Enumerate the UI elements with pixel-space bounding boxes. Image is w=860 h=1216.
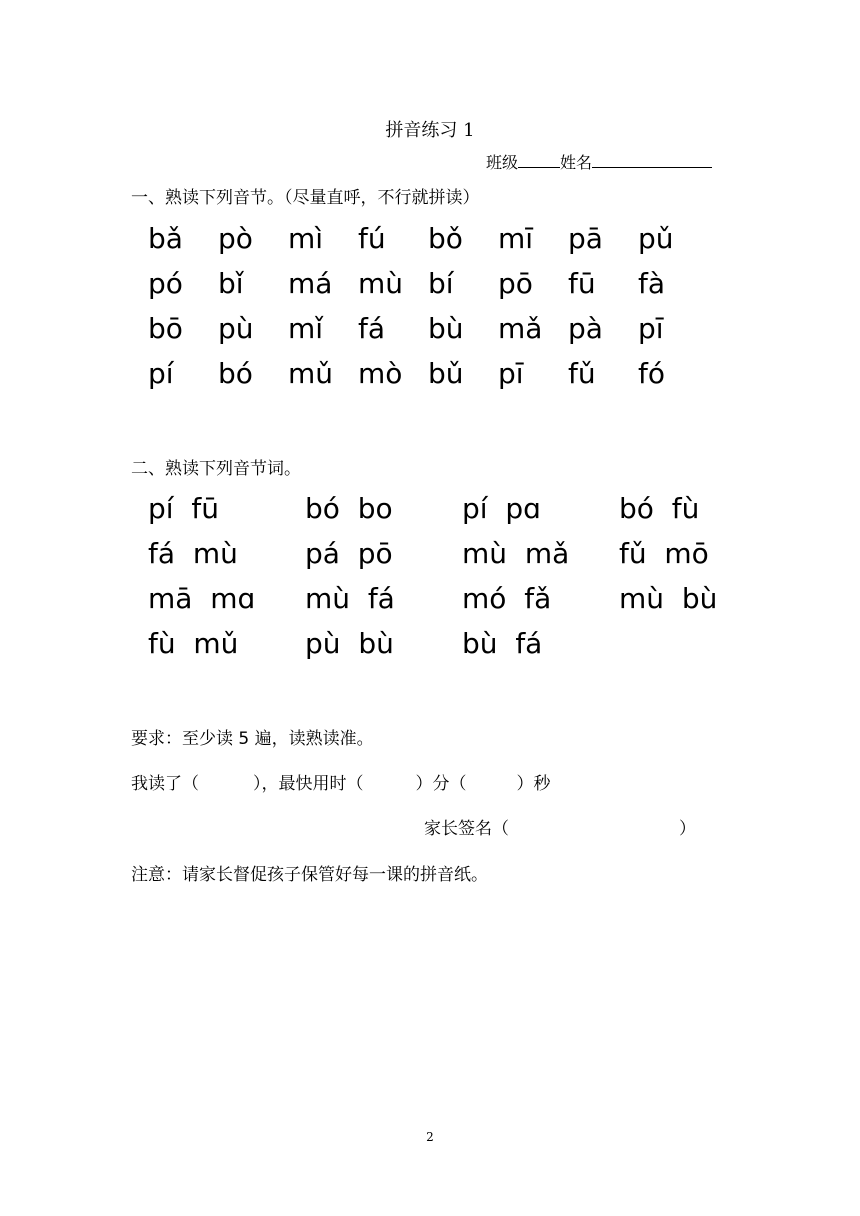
syllable: fǔ [568,357,596,390]
name-label: 姓名 [560,153,593,172]
syllable-grid [148,222,708,402]
syllable: bǐ [218,267,244,300]
syllable: mì [288,222,324,255]
syllable: mǎ [498,312,543,345]
syllable: fá [358,312,386,345]
requirement-text: 要求：至少读 5 遍，读熟读准。 [131,729,374,749]
syllable: pǔ [638,222,674,255]
signature-label: 家长签名（ [424,819,509,839]
syllable: mī [498,222,534,255]
syllable: bǎ [148,222,183,255]
pinyin-word: bù fá [462,627,543,660]
syllable: pī [498,357,524,390]
pinyin-word: mù mǎ [462,537,570,570]
page-number: 2 [426,1130,434,1144]
syllable: bǔ [428,357,464,390]
syllable: pī [638,312,664,345]
section2-heading: 二、熟读下列音节词。 [131,459,301,479]
syllable: mǐ [288,312,324,345]
pinyin-word: fǔ mō [619,537,709,570]
second-label: ）秒 [516,774,551,794]
syllable: pà [568,312,603,345]
page-title: 拼音练习 1 [385,120,475,141]
class-label: 班级 [486,153,519,172]
parent-signature-line [424,814,696,839]
syllable-row [148,222,708,267]
syllable-row [148,357,708,402]
word-grid [148,492,776,672]
syllable: mò [358,357,403,390]
word-row [148,582,776,627]
read-count-label: 我读了（ [131,774,199,794]
class-name-line [486,150,712,173]
signature-close: ） [679,819,696,839]
pinyin-word: fá mù [148,537,238,570]
syllable-row [148,312,708,357]
syllable: bō [148,312,183,345]
syllable: bù [428,312,464,345]
section1-heading: 一、熟读下列音节。（尽量直呼，不行就拼读） [131,188,480,208]
pinyin-word: mā mɑ [148,582,256,615]
syllable: bǒ [428,222,463,255]
pinyin-word: bó bo [305,492,393,525]
pinyin-word: pí pɑ [462,492,541,525]
word-row [148,627,776,672]
minute-label: ）分（ [415,774,467,794]
pinyin-word: pá pō [305,537,393,570]
syllable: fó [638,357,665,390]
syllable: mǔ [288,357,334,390]
pinyin-word: bó fù [619,492,700,525]
reading-record-line [131,769,551,794]
pinyin-word: pù bù [305,627,394,660]
syllable: mù [358,267,404,300]
note-text: 注意：请家长督促孩子保管好每一课的拼音纸。 [131,865,488,885]
pinyin-word: fù mǔ [148,627,239,660]
class-blank[interactable] [518,153,560,168]
fastest-time-label: ），最快用时（ [253,774,364,794]
pinyin-word: mù fá [305,582,395,615]
syllable: pō [498,267,533,300]
syllable: fū [568,267,596,300]
syllable: pù [218,312,254,345]
word-row [148,537,776,582]
pinyin-word: mó fǎ [462,582,552,615]
syllable: fà [638,267,666,300]
pinyin-word: pí fū [148,492,219,525]
name-blank[interactable] [592,153,712,168]
syllable: pā [568,222,603,255]
syllable: má [288,267,333,300]
syllable: bó [218,357,253,390]
syllable-row [148,267,708,312]
syllable: pò [218,222,253,255]
word-row [148,492,776,537]
syllable: pí [148,357,174,390]
syllable: bí [428,267,454,300]
syllable: pó [148,267,183,300]
syllable: fú [358,222,386,255]
pinyin-word: mù bù [619,582,718,615]
